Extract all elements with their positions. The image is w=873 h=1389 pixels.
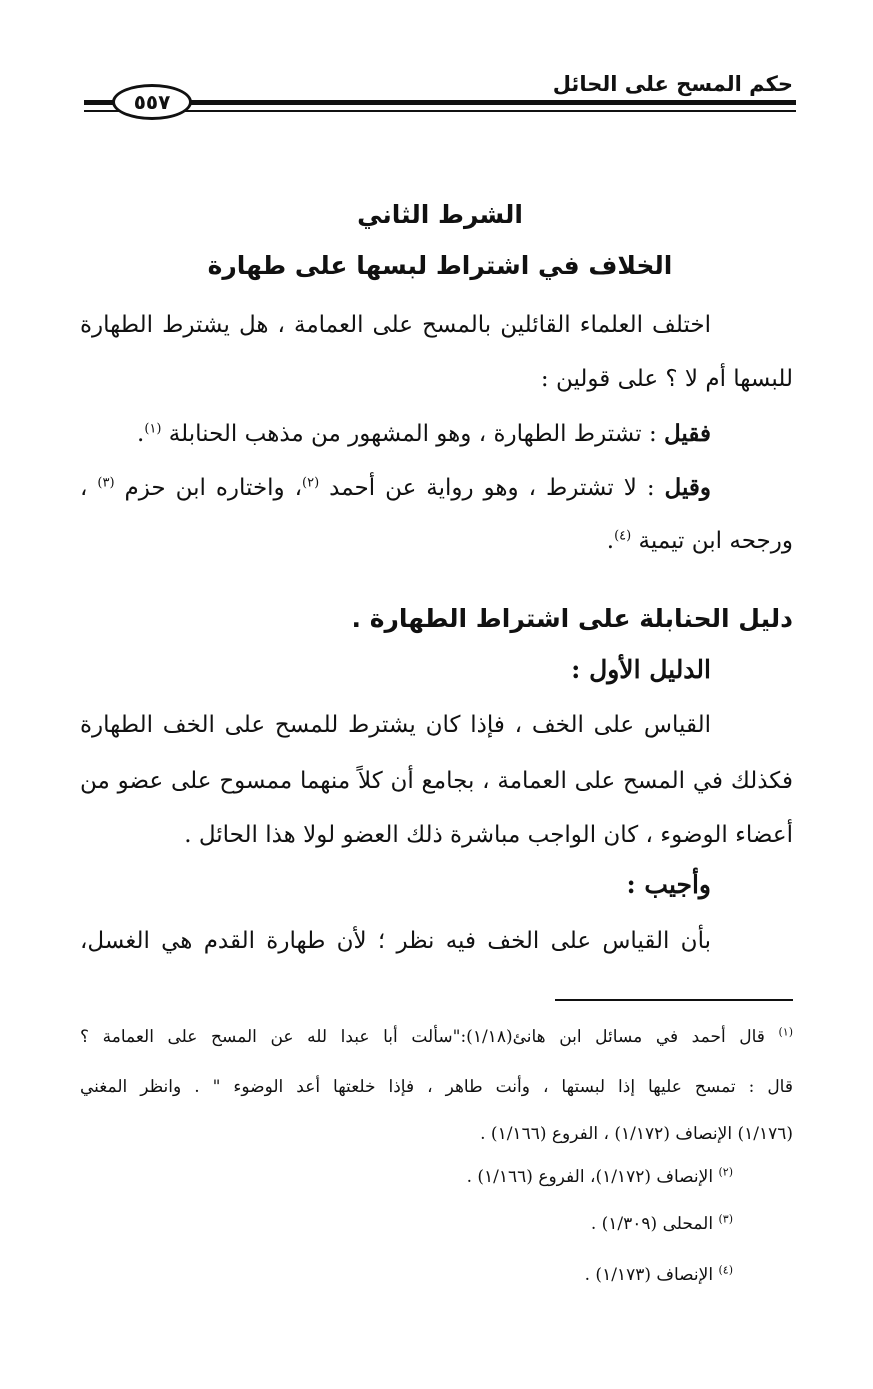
footnote-text: الإنصاف (١/١٧٢)، الفروع (١/١٦٦) . bbox=[466, 1167, 719, 1187]
opinion-end: . bbox=[137, 421, 145, 447]
opinion-lead: فقيل bbox=[664, 420, 711, 447]
condition-heading: الشرط الثاني bbox=[357, 200, 523, 229]
reply-label: وأجيب : bbox=[626, 870, 711, 899]
evidence-label: الدليل الأول : bbox=[571, 655, 711, 684]
page-number: ٥٥٧ bbox=[133, 90, 171, 114]
opinion-text: ، bbox=[80, 475, 98, 501]
footnote-number: (٣) bbox=[718, 1212, 733, 1226]
footnote-ref: (٤) bbox=[614, 528, 632, 544]
opinion-one bbox=[80, 420, 711, 447]
footnote-1 bbox=[80, 1027, 793, 1047]
footnote-4 bbox=[585, 1265, 733, 1285]
body-line: اختلف العلماء القائلين بالمسح على العمامة ، هل يشترط الطهارة bbox=[80, 312, 711, 338]
page-number-badge bbox=[112, 84, 192, 120]
footnote-number: (٤) bbox=[718, 1263, 733, 1277]
opinion-text: : لا تشترط ، وهو رواية عن أحمد bbox=[319, 475, 665, 501]
footnote-ref: (٣) bbox=[97, 475, 115, 491]
footnote-text: قال أحمد في مسائل ابن هانئ(١/١٨):"سألت أبا عبدا لله عن المسح على العمامة ؟ bbox=[80, 1027, 779, 1047]
footnote-separator bbox=[555, 999, 793, 1001]
running-title: حكم المسح على الحائل bbox=[552, 72, 793, 96]
header-rule-thin bbox=[84, 110, 796, 112]
opinion-end: . bbox=[606, 528, 615, 554]
footnote-text: الإنصاف (١/١٧٣) . bbox=[584, 1265, 719, 1285]
footnote-3 bbox=[591, 1214, 733, 1234]
footnote-number: (١) bbox=[778, 1025, 793, 1039]
body-line: للبسها أم لا ؟ على قولين : bbox=[540, 366, 793, 392]
footnote-ref: (٢) bbox=[302, 475, 320, 491]
opinion-two-continued bbox=[80, 528, 793, 554]
opinion-two bbox=[80, 474, 711, 501]
section-heading: دليل الحنابلة على اشتراط الطهارة . bbox=[351, 604, 793, 633]
footnote-ref: (١) bbox=[144, 421, 162, 437]
footnote-2 bbox=[467, 1167, 733, 1187]
opinion-text: ، واختاره ابن حزم bbox=[114, 475, 303, 501]
footnote-1-line2: قال : تمسح عليها إذا لبستها ، وأنت طاهر ، فإذا خلعتها أعد الوضوء " . وانظر المغني bbox=[80, 1077, 793, 1097]
footnote-number: (٢) bbox=[718, 1165, 733, 1179]
footnote-text: المحلى (١/٣٠٩) . bbox=[590, 1214, 719, 1234]
chapter-title: الخلاف في اشتراط لبسها على طهارة bbox=[207, 251, 673, 280]
body-line: فكذلك في المسح على العمامة ، بجامع أن كلاً منهما ممسوح على عضو من bbox=[80, 768, 793, 794]
body-line: أعضاء الوضوء ، كان الواجب مباشرة ذلك العضو لولا هذا الحائل . bbox=[184, 822, 793, 848]
footnote-1-line3: (١/١٧٦) الإنصاف (١/١٧٢) ، الفروع (١/١٦٦) . bbox=[480, 1124, 793, 1144]
opinion-text: : تشترط الطهارة ، وهو المشهور من مذهب الحنابلة bbox=[161, 421, 664, 447]
body-line: بأن القياس على الخف فيه نظر ؛ لأن طهارة القدم هي الغسل، bbox=[80, 928, 711, 954]
opinion-text: ورجحه ابن تيمية bbox=[631, 528, 793, 554]
opinion-lead: وقيل bbox=[664, 474, 712, 501]
body-line: القياس على الخف ، فإذا كان يشترط للمسح على الخف الطهارة bbox=[80, 712, 711, 738]
